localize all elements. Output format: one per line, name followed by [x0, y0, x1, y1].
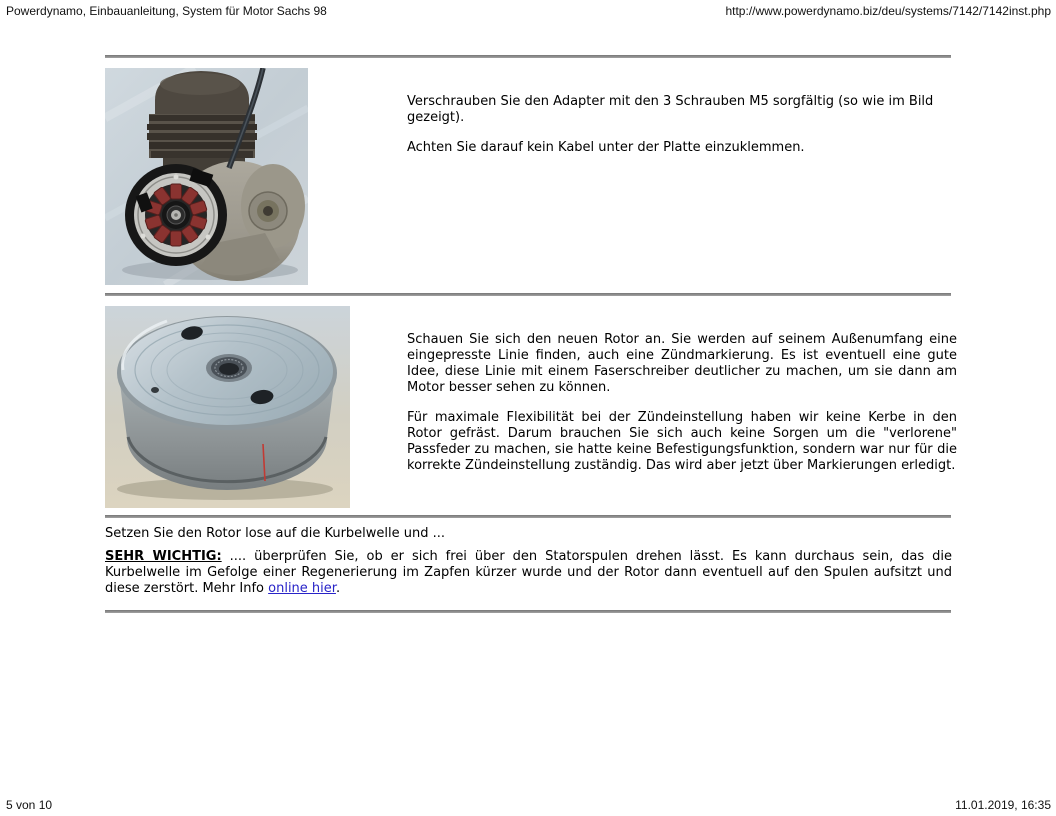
section-divider: [105, 610, 951, 613]
paragraph: Verschrauben Sie den Adapter mit den 3 Schrauben M5 sorgfältig (so wie im Bild gezeigt).: [407, 94, 934, 125]
important-warning: [105, 549, 952, 597]
warning-label: SEHR WICHTIG:: [105, 549, 222, 564]
section-divider: [105, 515, 951, 518]
section-divider: [105, 293, 951, 296]
instructions-rotor: [407, 332, 957, 488]
header-document-title: Powerdynamo, Einbauanleitung, System für Motor Sachs 98: [6, 4, 327, 18]
warning-text-end: .: [335, 581, 341, 596]
section-divider: [105, 55, 951, 58]
paragraph: Achten Sie darauf kein Kabel unter der Platte einzuklemmen.: [407, 140, 805, 155]
online-info-link[interactable]: online hier: [268, 581, 336, 596]
header-source-url: http://www.powerdynamo.biz/deu/systems/7142/7142inst.php: [725, 4, 1051, 18]
rotor-photo: [105, 306, 350, 508]
warning-text: .... überprüfen Sie, ob er sich frei über den Statorspulen drehen lässt. Es kann durchaus sein, das die Kurbelwelle im Gefolge einer Regenerierung im Zapfen kürzer wurde und der Rotor dann eventuell auf den Spulen aufsitzt und diese zerstört. Mehr Info: [105, 549, 952, 596]
paragraph: Schauen Sie sich den neuen Rotor an. Sie werden auf seinem Außenumfang eine eingepresste Linie finden, auch eine Zündmarkierung. Es ist eventuell eine gute Idee, diese Linie mit einem Faserschreiber deutlicher zu machen, um sie dann am Motor besser sehen zu können.: [407, 332, 957, 395]
engine-stator-photo: [105, 68, 308, 285]
rotor-mounting-intro: Setzen Sie den Rotor lose auf die Kurbelwelle und ...: [105, 526, 446, 541]
footer-page-number: 5 von 10: [6, 798, 53, 812]
instructions-adapter: [407, 94, 957, 170]
footer-timestamp: 11.01.2019, 16:35: [955, 798, 1051, 812]
paragraph: Für maximale Flexibilität bei der Zündeinstellung haben wir keine Kerbe in den Rotor gefräst. Darum brauchen Sie sich auch keine Sorgen um die "verlorene" Passfeder zu machen, sie hatte keine Befestigungsfunktion, sondern war nur für die korrekte Zündeinstellung zuständig. Das wird aber jetzt über Markierungen erledigt.: [407, 410, 957, 473]
